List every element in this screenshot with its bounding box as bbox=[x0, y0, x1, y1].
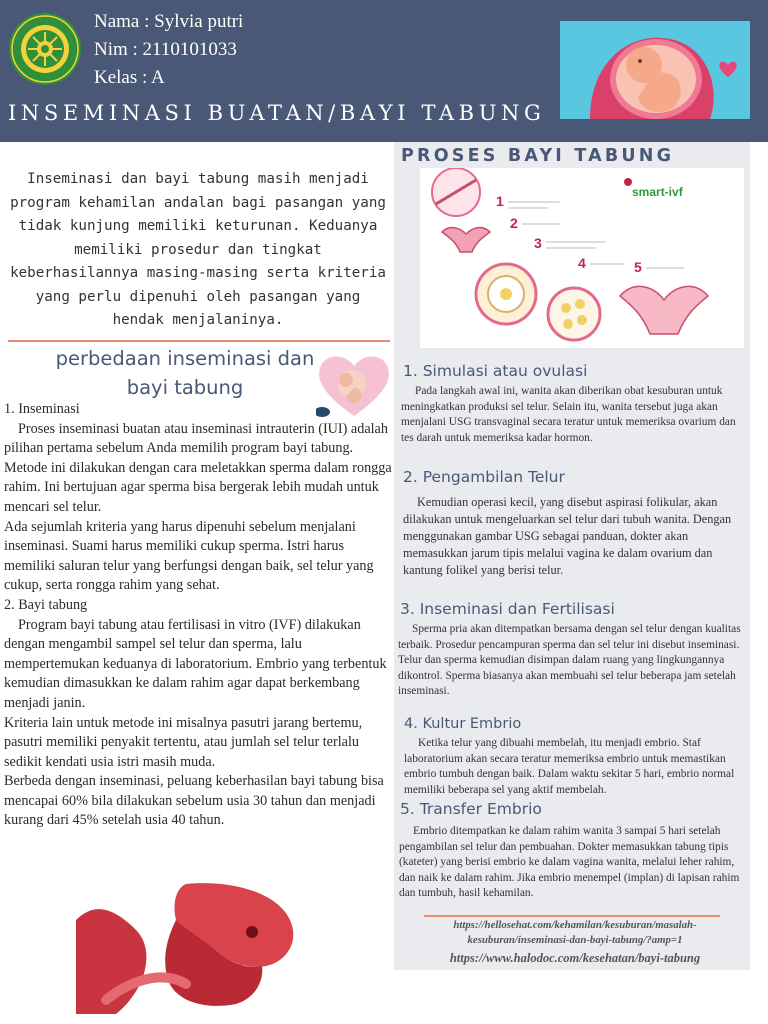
university-logo bbox=[8, 12, 82, 86]
brand-label: smart-ivf bbox=[632, 185, 683, 199]
bayi-tabung-criteria: Kriteria lain untuk metode ini misalnya pasutri jarang bertemu, pasutri memiliki penyakit tertentu, atau jumlah sel telur terlalu sedikit kendati usia istri masih muda. bbox=[4, 714, 363, 770]
comparison-heading: perbedaan inseminasi dan bayi tabung bbox=[55, 347, 315, 399]
step-2-body: Kemudian operasi kecil, yang disebut aspirasi folikular, akan dilakukan untuk mengeluarkan sel telur dari tubuh wanita. Dengan menggunakan gambar USG sebagai panduan, dokter akan memasukkan jarum tipis melalui vagina ke dalam ovarium dan kantung folikel yang berisi telur. bbox=[403, 495, 732, 577]
student-name: Nama : Sylvia putri bbox=[94, 11, 244, 32]
step-number: 3 bbox=[534, 235, 542, 251]
ivf-process-diagram bbox=[420, 168, 744, 348]
inseminasi-criteria: Ada sejumlah kriteria yang harus dipenuhi sebelum menjalani inseminasi. Suami harus memiliki cukup sperma. Istri harus memiliki saluran telur yang berfungsi dengan baik, sel telur yang cukup, serta rongga rahim yang sehat. bbox=[4, 518, 374, 594]
step-number: 5 bbox=[634, 259, 642, 275]
step-2-heading: 2. Pengambilan Telur bbox=[403, 468, 565, 486]
sources-divider bbox=[424, 915, 720, 917]
step-1-body: Pada langkah awal ini, wanita akan diberikan obat kesuburan untuk meningkatkan produksi sel telur. Selain itu, wanita tersebut juga akan menjalani USG transvaginal secara teratur untuk memeriksa ovarium dan tes darah untuk memeriksa kadar hormon. bbox=[401, 385, 736, 444]
header-banner bbox=[0, 0, 768, 142]
step-5-body: Embrio ditempatkan ke dalam rahim wanita 3 sampai 5 hari setelah pengambilan sel telur dan pembuahan. Dokter memasukkan tabung tipis (kateter) yang berisi embrio ke dalam vagina wanita, melalui leher rahim, dan naik ke dalam rahim. Jika embrio menempel (implan) di lapisan rahim dan tumbuh, hasil kehamilan. bbox=[399, 825, 740, 900]
intro-paragraph: Inseminasi dan bayi tabung masih menjadi program kehamilan andalan bagi pasangan yang tidak kunjung memiliki keturunan. Keduanya memiliki prosedur dan tingkat keberhasilannya masing-masing serta kriteria yang perlu dipenuhi oleh pasangan yang hendak menjalaninya. bbox=[10, 171, 386, 328]
inseminasi-heading: 1. Inseminasi bbox=[4, 401, 80, 417]
step-number: 1 bbox=[496, 193, 504, 209]
inseminasi-paragraph: Proses inseminasi buatan atau inseminasi intrauterin (IUI) adalah pilihan pertama sebelum Anda memilih program bayi tabung. Metode ini dilakukan dengan cara meletakkan sperma dalam rongga rahim. Ini bertujuan agar sperma bisa bergerak lebih mudah untuk mencari sel telur. bbox=[4, 420, 392, 515]
bayi-tabung-paragraph: Program bayi tabung atau fertilisasi in vitro (IVF) dilakukan dengan mengambil sampel sel telur dan sperma, lalu mempertemukan keduanya di laboratorium. Embrio yang terbentuk kemudian dimasukkan ke dalam rahim agar dapat berkembang menjadi janin. bbox=[4, 616, 387, 711]
step-3-body: Sperma pria akan ditempatkan bersama dengan sel telur dengan kualitas terbaik. Prosedur pencampuran sperma dan sel telur ini disebut inseminasi. Telur dan sperma kemudian disimpan dalam ruang yang lingkungannya dikontrol. Sperma biasanya akan membuahi sel telur beberapa jam setelah inseminasi. bbox=[398, 623, 741, 698]
step-4-body: Ketika telur yang dibuahi membelah, itu menjadi embrio. Staf laboratorium akan secara teratur memeriksa embrio untuk memastikan embrio tumbuh dengan baik. Dalam waktu sekitar 5 hari, embrio normal memiliki beberapa sel yang aktif membelah. bbox=[404, 737, 735, 796]
source-links bbox=[410, 918, 740, 967]
comparison-body bbox=[4, 400, 394, 831]
step-number: 2 bbox=[510, 215, 518, 231]
step-5-heading: 5. Transfer Embrio bbox=[400, 800, 542, 818]
source-link-hellosehat[interactable]: https://hellosehat.com/kehamilan/kesuburan/masalah-kesuburan/inseminasi-dan-bayi-tabung/?amp=1 bbox=[453, 919, 697, 946]
source-link-halodoc[interactable]: https://www.halodoc.com/kesehatan/bayi-tabung bbox=[449, 951, 701, 965]
step-4-heading: 4. Kultur Embrio bbox=[404, 716, 522, 732]
step-number: 4 bbox=[578, 255, 586, 271]
bayi-tabung-success-rate: Berbeda dengan inseminasi, peluang keberhasilan bayi tabung bisa mencapai 60% bila dilakukan sebelum usia 30 tahun dan menjadi kurang dari 45% setelah usia 40 tahun. bbox=[4, 773, 384, 829]
embryo-photo bbox=[76, 880, 296, 1014]
page-title: INSEMINASI BUATAN/BAYI TABUNG bbox=[8, 101, 546, 125]
fetus-in-womb-illustration bbox=[560, 21, 750, 119]
student-info bbox=[94, 8, 243, 92]
process-title: PROSES BAYI TABUNG bbox=[401, 146, 675, 166]
section-divider bbox=[8, 340, 390, 342]
student-class: Kelas : A bbox=[94, 67, 165, 88]
step-3-heading: 3. Inseminasi dan Fertilisasi bbox=[400, 600, 615, 618]
student-nim: Nim : 2110101033 bbox=[94, 39, 237, 60]
step-1-heading: 1. Simulasi atau ovulasi bbox=[403, 362, 588, 380]
bayi-tabung-heading: 2. Bayi tabung bbox=[4, 596, 88, 613]
